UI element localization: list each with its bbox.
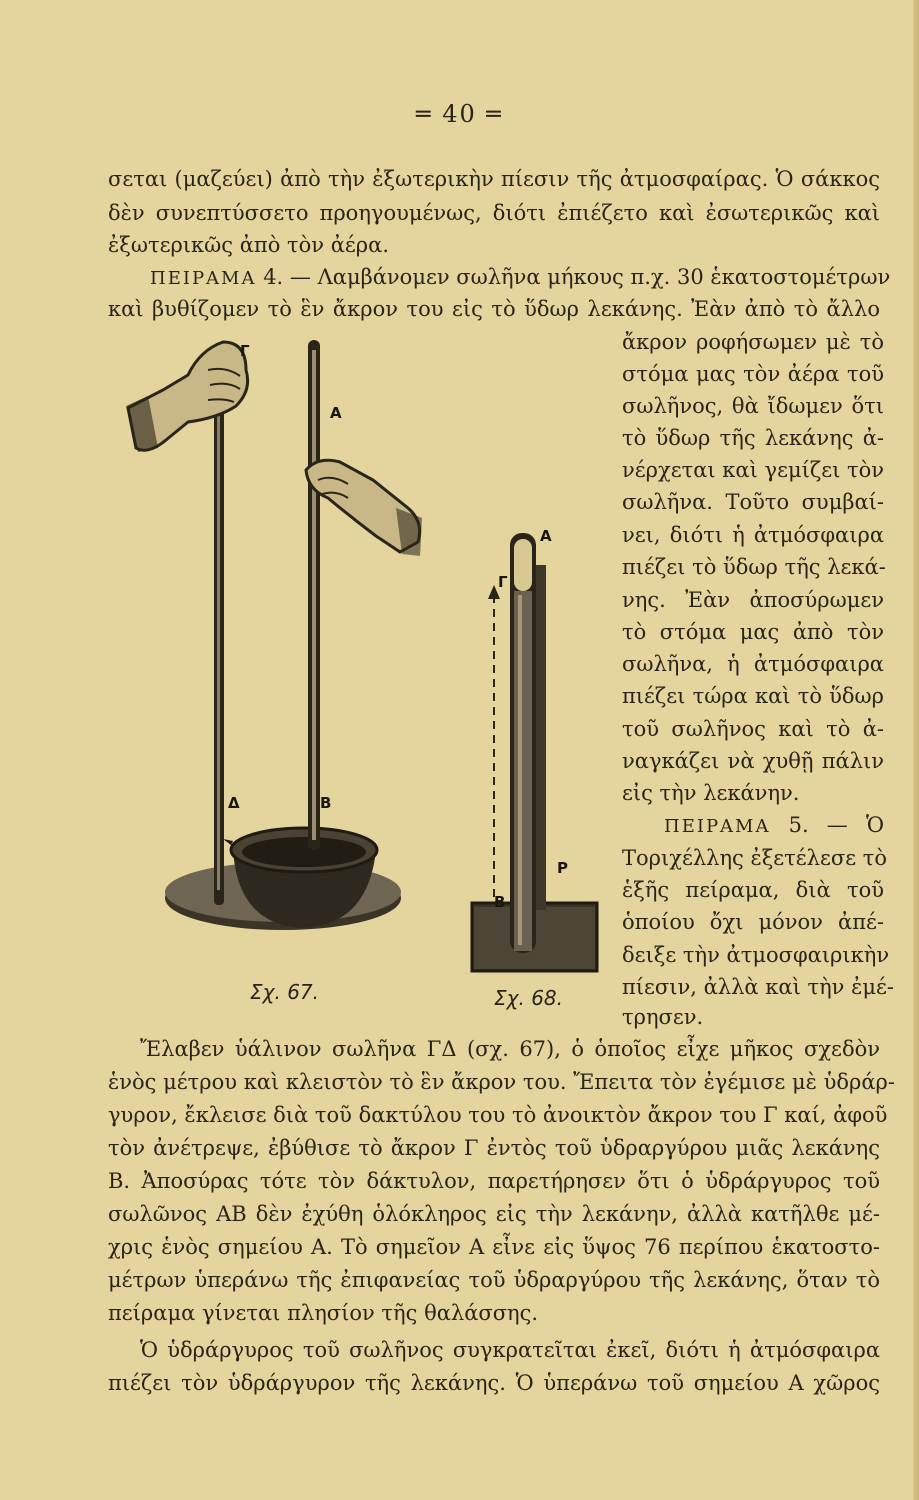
text-line: ἑνὸς μέτρου καὶ κλειστὸν τὸ ἓν ἄκρον του. Ἔπειτα τὸν ἐγέμισε μὲ ὑδράρ- — [108, 1070, 895, 1094]
column-line: πιέζει τώρα καὶ τὸ ὕδωρ — [622, 684, 884, 708]
text-line: ἐξωτερικῶς ἀπὸ τὸν ἀέρα. — [108, 233, 389, 257]
column-line: εἰς τὴν λεκάνην. — [622, 781, 800, 805]
column-line: τρησεν. — [622, 1005, 704, 1029]
column-line: τὸ στόμα μας ἀπὸ τὸν — [622, 620, 884, 644]
text-line: πείραμα γίνεται πλησίον τῆς θαλάσσης. — [108, 1301, 539, 1325]
fig68-label-beta: Β — [494, 893, 506, 911]
text-line: χρις ἑνὸς σημείου Α. Τὸ σημεῖον Α εἶνε εἰς ὕψος 76 περίπου ἑκατοστο- — [108, 1235, 880, 1259]
text-line: πιέζει τὸν ὑδράργυρον τῆς λεκάνης. Ὁ ὑπεράνω τοῦ σημείου Α χῶρος — [108, 1371, 880, 1395]
text-line: Ὁ ὑδράργυρος τοῦ σωλῆνος συγκρατεῖται ἐκεῖ, διότι ἡ ἀτμόσφαιρα — [140, 1338, 880, 1362]
column-line: πίεσιν, ἀλλὰ καὶ τὴν ἐμέ- — [622, 975, 895, 999]
experiment-4-number: 4. — [263, 265, 284, 289]
column-line: τοῦ σωλῆνος καὶ τὸ ἀ- — [622, 717, 884, 741]
experiment-5-heading-line — [664, 810, 884, 842]
column-line: πιέζει τὸ ὕδωρ τῆς λεκά- — [622, 555, 886, 579]
figure-67-caption: Σχ. 67. — [250, 980, 319, 1004]
experiment-5-text: Ὁ — [865, 813, 884, 837]
text-line: καὶ βυθίζομεν τὸ ἓν ἄκρον του εἰς τὸ ὕδωρ λεκάνης. Ἐὰν ἀπὸ τὸ ἄλλο — [108, 297, 880, 321]
fig68-label-rho: Ρ — [557, 859, 568, 877]
page-number-value: 40 — [442, 100, 477, 128]
column-line: ναγκάζει νὰ χυθῇ πάλιν — [622, 749, 884, 773]
column-line: ἑξῆς πείραμα, διὰ τοῦ — [622, 878, 884, 902]
page-edge — [913, 0, 919, 1500]
experiment-4-heading: ΠΕΙΡΑΜΑ — [150, 268, 257, 289]
figure-68-caption: Σχ. 68. — [494, 986, 563, 1010]
text-line: Ἔλαβεν ὑάλινον σωλῆνα ΓΔ (σχ. 67), ὁ ὁποῖος εἶχε μῆκος σχεδὸν — [140, 1037, 880, 1061]
column-line: ἄκρον ροφήσωμεν μὲ τὸ — [622, 330, 884, 354]
column-line: σωλῆνα. Τοῦτο συμβαί- — [622, 490, 884, 514]
page-number: ═ 40 ═ — [416, 100, 503, 128]
fig68-label-gamma: Γ — [498, 573, 508, 591]
column-line: ὁποίου ὄχι μόνον ἀπέ- — [622, 910, 884, 934]
column-line: νης. Ἐὰν ἀποσύρωμεν — [622, 588, 884, 612]
column-line: σωλῆνα, ἡ ἀτμόσφαιρα — [622, 652, 884, 676]
text-line: γυρον, ἔκλεισε διὰ τοῦ δακτύλου του τὸ ἀνοικτὸν ἄκρον του Γ καί, ἀφοῦ — [108, 1103, 888, 1127]
column-line: στόμα μας τὸν ἀέρα τοῦ — [622, 362, 884, 386]
column-line: τὸ ὕδωρ τῆς λεκάνης ἀ- — [622, 426, 884, 450]
experiment-4-text: — Λαμβάνομεν σωλῆνα μήκους π.χ. 30 ἑκατοστομέτρων — [289, 265, 891, 289]
fig67-label-beta: Β — [320, 794, 332, 812]
text-line: Β. Ἀποσύρας τότε τὸν δάκτυλον, παρετήρησεν ὅτι ὁ ὑδράργυρος τοῦ — [108, 1169, 880, 1193]
column-line: σωλῆνος, θὰ ἴδωμεν ὅτι — [622, 394, 884, 418]
fig67-label-alpha: Α — [330, 404, 342, 422]
text-line: δὲν συνεπτύσσετο προηγουμένως, διότι ἐπιέζετο καὶ ἐσωτερικῶς καὶ — [108, 201, 880, 225]
text-line: σεται (μαζεύει) ἀπὸ τὴν ἐξωτερικὴν πίεσιν τῆς ἀτμοσφαίρας. Ὁ σάκκος — [108, 167, 880, 191]
fig67-label-delta: Δ — [228, 794, 240, 812]
column-line: νει, διότι ἡ ἀτμόσφαιρα — [622, 523, 884, 547]
text-line: μέτρων ὑπεράνω τῆς ἐπιφανείας τοῦ ὑδραργύρου τῆς λεκάνης, ὅταν τὸ — [108, 1268, 880, 1292]
experiment-5-heading: ΠΕΙΡΑΜΑ — [664, 816, 771, 837]
text-line: τὸν ἀνέτρεψε, ἐβύθισε τὸ ἄκρον Γ ἐντὸς τοῦ ὑδραργύρου μιᾶς λεκάνης — [108, 1136, 880, 1160]
experiment-5-number: 5. — — [788, 813, 848, 837]
column-line: δειξε τὴν ἀτμοσφαιρικὴν — [622, 943, 890, 967]
fig67-label-gamma: Γ — [240, 342, 250, 360]
column-line: νέρχεται καὶ γεμίζει τὸν — [622, 458, 885, 482]
column-line: Τοριχέλλης ἐξετέλεσε τὸ — [622, 846, 888, 870]
figure-67-illustration — [118, 330, 428, 960]
fig68-label-alpha: Α — [540, 527, 552, 545]
experiment-4-heading-line — [150, 262, 891, 294]
figure-68-illustration — [462, 525, 607, 975]
text-line: σωλῶνος ΑΒ δὲν ἐχύθη ὁλόκληρος εἰς τὴν λεκάνην, ἀλλὰ κατῆλθε μέ- — [108, 1202, 880, 1226]
